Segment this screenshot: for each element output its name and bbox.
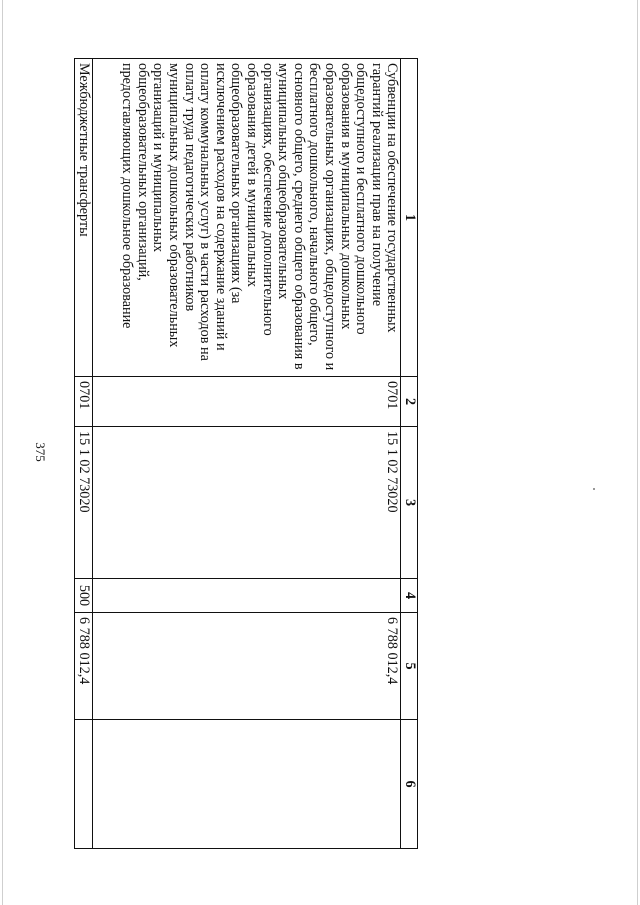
- page-number: 375: [33, 442, 48, 462]
- row-amount: 6 788 012,4: [93, 613, 401, 720]
- row-description: Субвенции на обеспечение государственных гарантий реализации прав на получение общедоступного и бесплатного дошкольного образования в муниципальных дошкольных образовательных организациях, общедоступного и бесплатного дошкольного, начального общего, основного общего, среднего общего образования в муниципальных общеобразовательных организациях, обеспечение дополнительного образования детей в муниципальных общеобразовательных организациях (за исключением расходов на содержание зданий и оплату коммунальных услуг) в части расходов на оплату труда педагогических работников муниципальных дошкольных образовательных организаций и муниципальных общеобразовательных организаций, предоставляющих дошкольное образование: [93, 59, 401, 377]
- page-edge-right: [637, 0, 638, 905]
- table-row: [93, 59, 401, 849]
- row-section-code: 0701: [93, 377, 401, 427]
- row-description: Межбюджетные трансферты: [74, 59, 93, 377]
- row-target-code: 15 1 02 73020: [74, 427, 93, 579]
- rotated-table-container: [72, 58, 418, 848]
- row-target-code: 15 1 02 73020: [93, 427, 401, 579]
- header-col-3: 3: [401, 427, 418, 579]
- row-expense-type: 500: [74, 579, 93, 613]
- header-col-5: 5: [401, 613, 418, 720]
- budget-table: [74, 58, 418, 849]
- table-header-row: [401, 59, 418, 849]
- header-col-6: 6: [401, 720, 418, 849]
- row-expense-type: [93, 579, 401, 613]
- table-row: [74, 59, 93, 849]
- row-col6: [93, 720, 401, 849]
- scan-speck: [593, 488, 595, 490]
- row-amount: 6 788 012,4: [74, 613, 93, 720]
- row-section-code: 0701: [74, 377, 93, 427]
- header-col-2: 2: [401, 377, 418, 427]
- header-col-4: 4: [401, 579, 418, 613]
- header-col-1: 1: [401, 59, 418, 377]
- page-edge-left: [2, 0, 3, 905]
- row-col6: [74, 720, 93, 849]
